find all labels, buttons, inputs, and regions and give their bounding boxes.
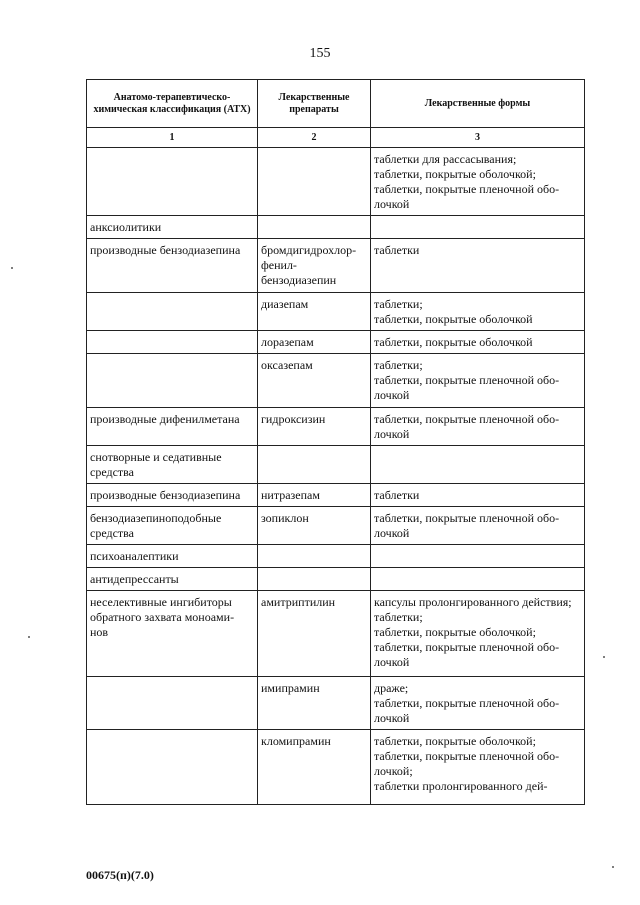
cell-text-line: таблетки; <box>374 610 423 624</box>
cell-drug <box>258 677 371 730</box>
cell-text-line: имипрамин <box>261 681 320 695</box>
cell-drug <box>258 331 371 354</box>
header-forms: Лекарственные формы <box>371 80 585 128</box>
cell-text-line: таблетки, покрытые оболочкой <box>374 312 533 326</box>
cell-drug <box>258 148 371 216</box>
cell-text-line: лоразепам <box>261 335 314 349</box>
cell-forms <box>371 293 585 331</box>
cell-text-line: нов <box>90 625 109 639</box>
cell-forms <box>371 408 585 446</box>
cell-forms <box>371 354 585 408</box>
cell-text-line: бензодиазепиноподобные <box>90 511 222 525</box>
cell-forms <box>371 591 585 677</box>
table-row <box>87 408 585 446</box>
cell-atc <box>87 677 258 730</box>
cell-text-line: таблетки; <box>374 358 423 372</box>
footer-code: 00675(п)(7.0) <box>86 868 154 882</box>
cell-atc <box>87 216 258 239</box>
cell-text-line: нитразепам <box>261 488 320 502</box>
table-row <box>87 545 585 568</box>
cell-atc <box>87 239 258 293</box>
cell-atc <box>87 331 258 354</box>
cell-text-line: таблетки, покрытые пленочной обо- <box>374 373 560 387</box>
cell-forms <box>371 484 585 507</box>
cell-text-line: психоаналептики <box>90 549 179 563</box>
scan-speck <box>28 636 30 638</box>
cell-text-line: таблетки <box>374 488 420 502</box>
cell-text-line: таблетки для рассасывания; <box>374 152 517 166</box>
page-number: 155 <box>309 46 331 61</box>
cell-atc <box>87 354 258 408</box>
column-number-row <box>87 128 585 148</box>
drug-table <box>86 79 585 805</box>
cell-drug <box>258 730 371 805</box>
cell-text-line: диазепам <box>261 297 309 311</box>
cell-atc <box>87 484 258 507</box>
table-header-row <box>87 80 585 128</box>
cell-text-line: бромдигидрохлор- <box>261 243 357 257</box>
cell-text-line: бензодиазепин <box>261 273 337 287</box>
cell-drug <box>258 591 371 677</box>
cell-text-line: таблетки, покрытые оболочкой; <box>374 167 536 181</box>
table-row <box>87 331 585 354</box>
cell-drug <box>258 484 371 507</box>
cell-atc <box>87 446 258 484</box>
cell-text-line: таблетки, покрытые пленочной обо- <box>374 511 560 525</box>
table-row <box>87 148 585 216</box>
cell-text-line: лочкой <box>374 388 410 402</box>
cell-text-line: производные дифенилметана <box>90 412 240 426</box>
cell-text-line: неселективные ингибиторы <box>90 595 232 609</box>
cell-text-line: производные бензодиазепина <box>90 488 241 502</box>
cell-atc <box>87 568 258 591</box>
cell-atc <box>87 507 258 545</box>
scan-speck <box>11 267 13 269</box>
table-row <box>87 591 585 677</box>
cell-text-line: капсулы пролонгированного действия; <box>374 595 572 609</box>
cell-drug <box>258 545 371 568</box>
table-body <box>87 128 585 805</box>
cell-atc <box>87 730 258 805</box>
cell-drug <box>258 446 371 484</box>
cell-text-line: таблетки, покрытые пленочной обо- <box>374 749 560 763</box>
table-row <box>87 484 585 507</box>
cell-text-line: кломипрамин <box>261 734 331 748</box>
cell-text-line: таблетки <box>374 243 420 257</box>
cell-forms <box>371 446 585 484</box>
table-row <box>87 730 585 805</box>
cell-forms <box>371 568 585 591</box>
table-row <box>87 216 585 239</box>
cell-atc <box>87 293 258 331</box>
cell-text-line: средства <box>90 465 135 479</box>
cell-drug <box>258 568 371 591</box>
cell-text-line: таблетки; <box>374 297 423 311</box>
column-number: 1 <box>87 128 258 148</box>
cell-forms <box>371 507 585 545</box>
cell-text-line: лочкой <box>374 655 410 669</box>
cell-drug <box>258 216 371 239</box>
table-row <box>87 354 585 408</box>
cell-forms <box>371 545 585 568</box>
cell-atc <box>87 148 258 216</box>
table-row <box>87 293 585 331</box>
cell-text-line: лочкой; <box>374 764 413 778</box>
header-atc: Анатомо-терапевтическо-химическая классификация (АТХ) <box>87 80 258 128</box>
cell-text-line: драже; <box>374 681 409 695</box>
cell-drug <box>258 239 371 293</box>
cell-forms <box>371 148 585 216</box>
cell-text-line: средства <box>90 526 135 540</box>
cell-text-line: фенил- <box>261 258 297 272</box>
cell-text-line: таблетки пролонгированного дей- <box>374 779 548 793</box>
column-number: 3 <box>371 128 585 148</box>
table-row <box>87 677 585 730</box>
cell-text-line: лочкой <box>374 427 410 441</box>
cell-atc <box>87 408 258 446</box>
cell-text-line: производные бензодиазепина <box>90 243 241 257</box>
cell-text-line: таблетки, покрытые пленочной обо- <box>374 182 560 196</box>
cell-atc <box>87 591 258 677</box>
cell-text-line: таблетки, покрытые пленочной обо- <box>374 412 560 426</box>
cell-forms <box>371 216 585 239</box>
cell-text-line: таблетки, покрытые оболочкой <box>374 335 533 349</box>
scan-speck <box>603 656 605 658</box>
cell-forms <box>371 677 585 730</box>
cell-text-line: лочкой <box>374 711 410 725</box>
cell-forms <box>371 730 585 805</box>
cell-text-line: амитриптилин <box>261 595 336 609</box>
cell-text-line: снотворные и седативные <box>90 450 222 464</box>
cell-drug <box>258 293 371 331</box>
cell-text-line: таблетки, покрытые оболочкой; <box>374 734 536 748</box>
cell-text-line: оксазепам <box>261 358 313 372</box>
cell-text-line: зопиклон <box>261 511 309 525</box>
table-row <box>87 239 585 293</box>
cell-text-line: обратного захвата моноами- <box>90 610 235 624</box>
cell-text-line: гидроксизин <box>261 412 326 426</box>
cell-text-line: лочкой <box>374 197 410 211</box>
scan-speck <box>612 866 614 868</box>
cell-forms <box>371 239 585 293</box>
cell-drug <box>258 354 371 408</box>
cell-text-line: лочкой <box>374 526 410 540</box>
table-row <box>87 507 585 545</box>
header-drugs: Лекарственные препараты <box>258 80 371 128</box>
table-row <box>87 568 585 591</box>
cell-drug <box>258 507 371 545</box>
cell-text-line: таблетки, покрытые пленочной обо- <box>374 640 560 654</box>
cell-text-line: таблетки, покрытые оболочкой; <box>374 625 536 639</box>
cell-text-line: антидепрессанты <box>90 572 179 586</box>
cell-text-line: таблетки, покрытые пленочной обо- <box>374 696 560 710</box>
cell-atc <box>87 545 258 568</box>
cell-text-line: анксиолитики <box>90 220 162 234</box>
cell-drug <box>258 408 371 446</box>
table-row <box>87 446 585 484</box>
cell-forms <box>371 331 585 354</box>
column-number: 2 <box>258 128 371 148</box>
